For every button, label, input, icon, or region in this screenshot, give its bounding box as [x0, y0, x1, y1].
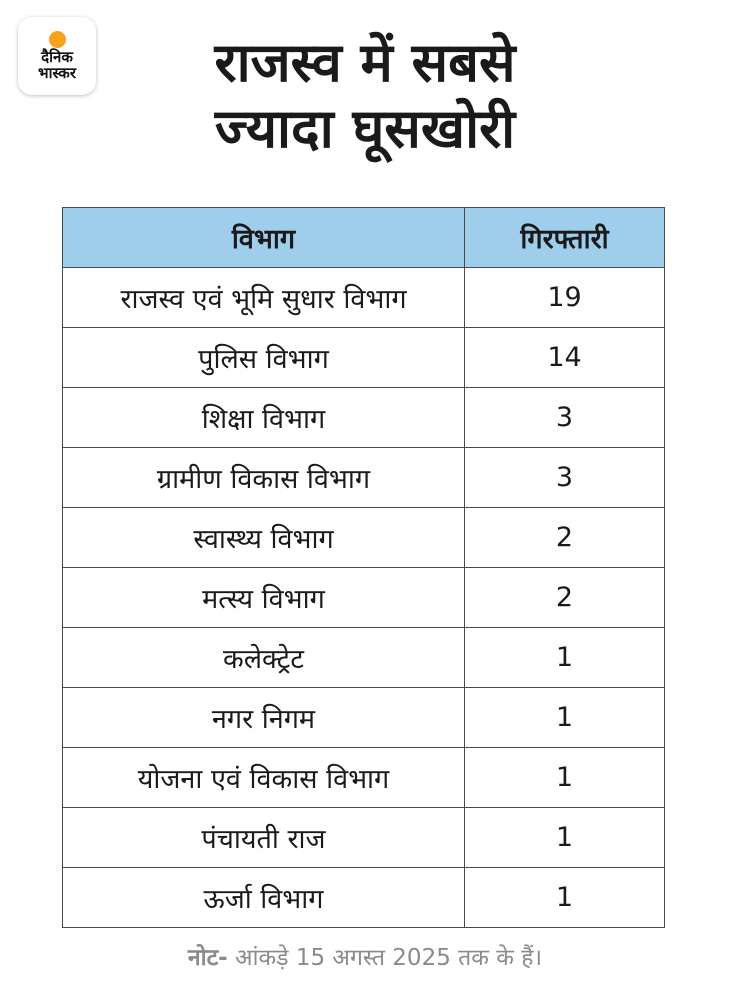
table-row — [63, 448, 665, 508]
arrests-cell: 2 — [465, 508, 665, 568]
department-cell: स्वास्थ्य विभाग — [63, 508, 465, 568]
arrests-cell: 1 — [465, 748, 665, 808]
logo-text-line2: भास्कर — [38, 64, 76, 82]
department-cell: नगर निगम — [63, 688, 465, 748]
footnote — [0, 940, 730, 972]
arrests-cell: 1 — [465, 868, 665, 928]
department-cell: पुलिस विभाग — [63, 328, 465, 388]
column-header-department: विभाग — [63, 208, 465, 268]
table-row — [63, 388, 665, 448]
arrests-cell: 19 — [465, 268, 665, 328]
arrests-table — [62, 207, 665, 928]
arrests-cell: 3 — [465, 388, 665, 448]
department-cell: मत्स्य विभाग — [63, 568, 465, 628]
logo-text-line1: दैनिक — [41, 48, 73, 66]
sun-icon — [49, 31, 66, 48]
table-row — [63, 868, 665, 928]
table-row — [63, 268, 665, 328]
table-row — [63, 808, 665, 868]
table-row — [63, 508, 665, 568]
department-cell: योजना एवं विकास विभाग — [63, 748, 465, 808]
page-title — [110, 30, 620, 162]
title-line2: ज्यादा घूसखोरी — [214, 97, 516, 160]
arrests-cell: 1 — [465, 688, 665, 748]
arrests-cell: 3 — [465, 448, 665, 508]
arrests-cell: 1 — [465, 808, 665, 868]
table-row — [63, 628, 665, 688]
table-row — [63, 748, 665, 808]
table-row — [63, 328, 665, 388]
arrests-cell: 1 — [465, 628, 665, 688]
department-cell: राजस्व एवं भूमि सुधार विभाग — [63, 268, 465, 328]
department-cell: शिक्षा विभाग — [63, 388, 465, 448]
department-cell: ग्रामीण विकास विभाग — [63, 448, 465, 508]
table-header-row — [63, 208, 665, 268]
arrests-cell: 14 — [465, 328, 665, 388]
title-line1: राजस्व में सबसे — [214, 31, 516, 94]
table-row — [63, 568, 665, 628]
arrests-cell: 2 — [465, 568, 665, 628]
department-cell: पंचायती राज — [63, 808, 465, 868]
department-cell: ऊर्जा विभाग — [63, 868, 465, 928]
brand-logo — [18, 17, 96, 95]
note-text: आंकड़े 15 अगस्त 2025 तक के हैं। — [227, 945, 543, 971]
table-row — [63, 688, 665, 748]
column-header-arrests: गिरफ्तारी — [465, 208, 665, 268]
note-label: नोट- — [187, 945, 228, 971]
department-cell: कलेक्ट्रेट — [63, 628, 465, 688]
